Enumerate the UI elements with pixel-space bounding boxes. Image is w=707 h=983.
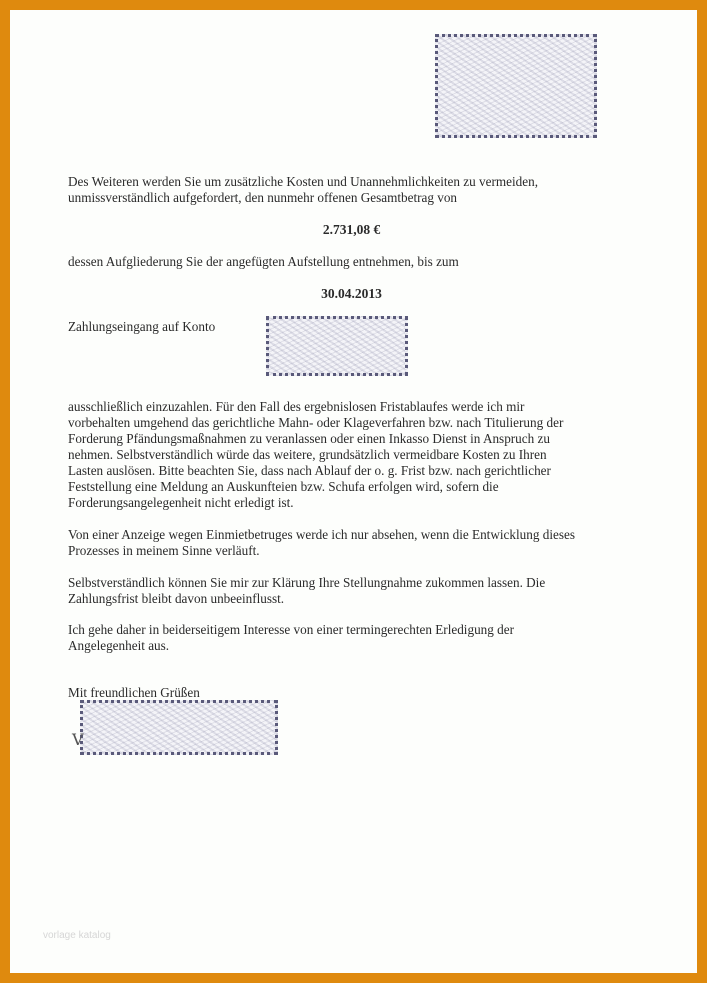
paragraph-consequences-line-5: Lasten auslösen. Bitte beachten Sie, dass nach Ablauf der o. g. Frist bzw. nach gerichtlicher bbox=[68, 463, 551, 478]
paragraph-expectation-line-1: Ich gehe daher in beiderseitigem Interesse von einer termingerechten Erledigung der bbox=[68, 622, 514, 637]
paragraph-consequences-line-1: ausschließlich einzuzahlen. Für den Fall des ergebnislosen Fristablaufes werde ich mir bbox=[68, 399, 525, 414]
redacted-signature bbox=[80, 700, 278, 755]
redacted-sender-address bbox=[435, 34, 597, 138]
account-label: Zahlungseingang auf Konto bbox=[68, 319, 216, 334]
redacted-account-number bbox=[266, 316, 408, 376]
paragraph-breakdown: dessen Aufgliederung Sie der angefügten Aufstellung entnehmen, bis zum bbox=[68, 254, 459, 269]
paragraph-complaint-line-2: Prozesses in meinem Sinne verläuft. bbox=[68, 543, 260, 558]
closing-salutation: Mit freundlichen Grüßen bbox=[68, 685, 200, 700]
paragraph-request-line-2: unmissverständlich aufgefordert, den nunmehr offenen Gesamtbetrag von bbox=[68, 190, 458, 205]
paragraph-consequences-line-7: Forderungsangelegenheit nicht erledigt ist. bbox=[68, 495, 294, 510]
paragraph-consequences-line-2: vorbehalten umgehend das gerichtliche Mahn- oder Klageverfahren bzw. nach Titulierung der bbox=[68, 415, 564, 430]
paragraph-expectation-line-2: Angelegenheit aus. bbox=[68, 638, 170, 653]
watermark: vorlage katalog bbox=[43, 930, 111, 941]
paragraph-consequences-line-3: Forderung Pfändungsmaßnahmen zu veranlassen oder einen Inkasso Dienst in Anspruch zu bbox=[68, 431, 550, 446]
paragraph-statement-line-1: Selbstverständlich können Sie mir zur Klärung Ihre Stellungnahme zukommen lassen. Die bbox=[68, 575, 546, 590]
due-date: 30.04.2013 bbox=[321, 286, 382, 301]
total-amount: 2.731,08 € bbox=[322, 222, 381, 237]
signature-initial: V bbox=[72, 730, 84, 749]
paragraph-consequences-line-4: nehmen. Selbstverständlich würde das weitere, grundsätzlich vermeidbare Kosten zu Ihren bbox=[68, 447, 547, 462]
paragraph-complaint-line-1: Von einer Anzeige wegen Einmietbetruges werde ich nur absehen, wenn die Entwicklung dieses bbox=[68, 527, 575, 542]
letter-page bbox=[10, 10, 697, 973]
paragraph-statement-line-2: Zahlungsfrist bleibt davon unbeeinflusst. bbox=[68, 591, 285, 606]
paragraph-consequences-line-6: Feststellung eine Meldung an Auskunfteien bzw. Schufa erfolgen wird, sofern die bbox=[68, 479, 499, 494]
paragraph-request-line-1: Des Weiteren werden Sie um zusätzliche Kosten und Unannehmlichkeiten zu vermeiden, bbox=[68, 174, 538, 189]
